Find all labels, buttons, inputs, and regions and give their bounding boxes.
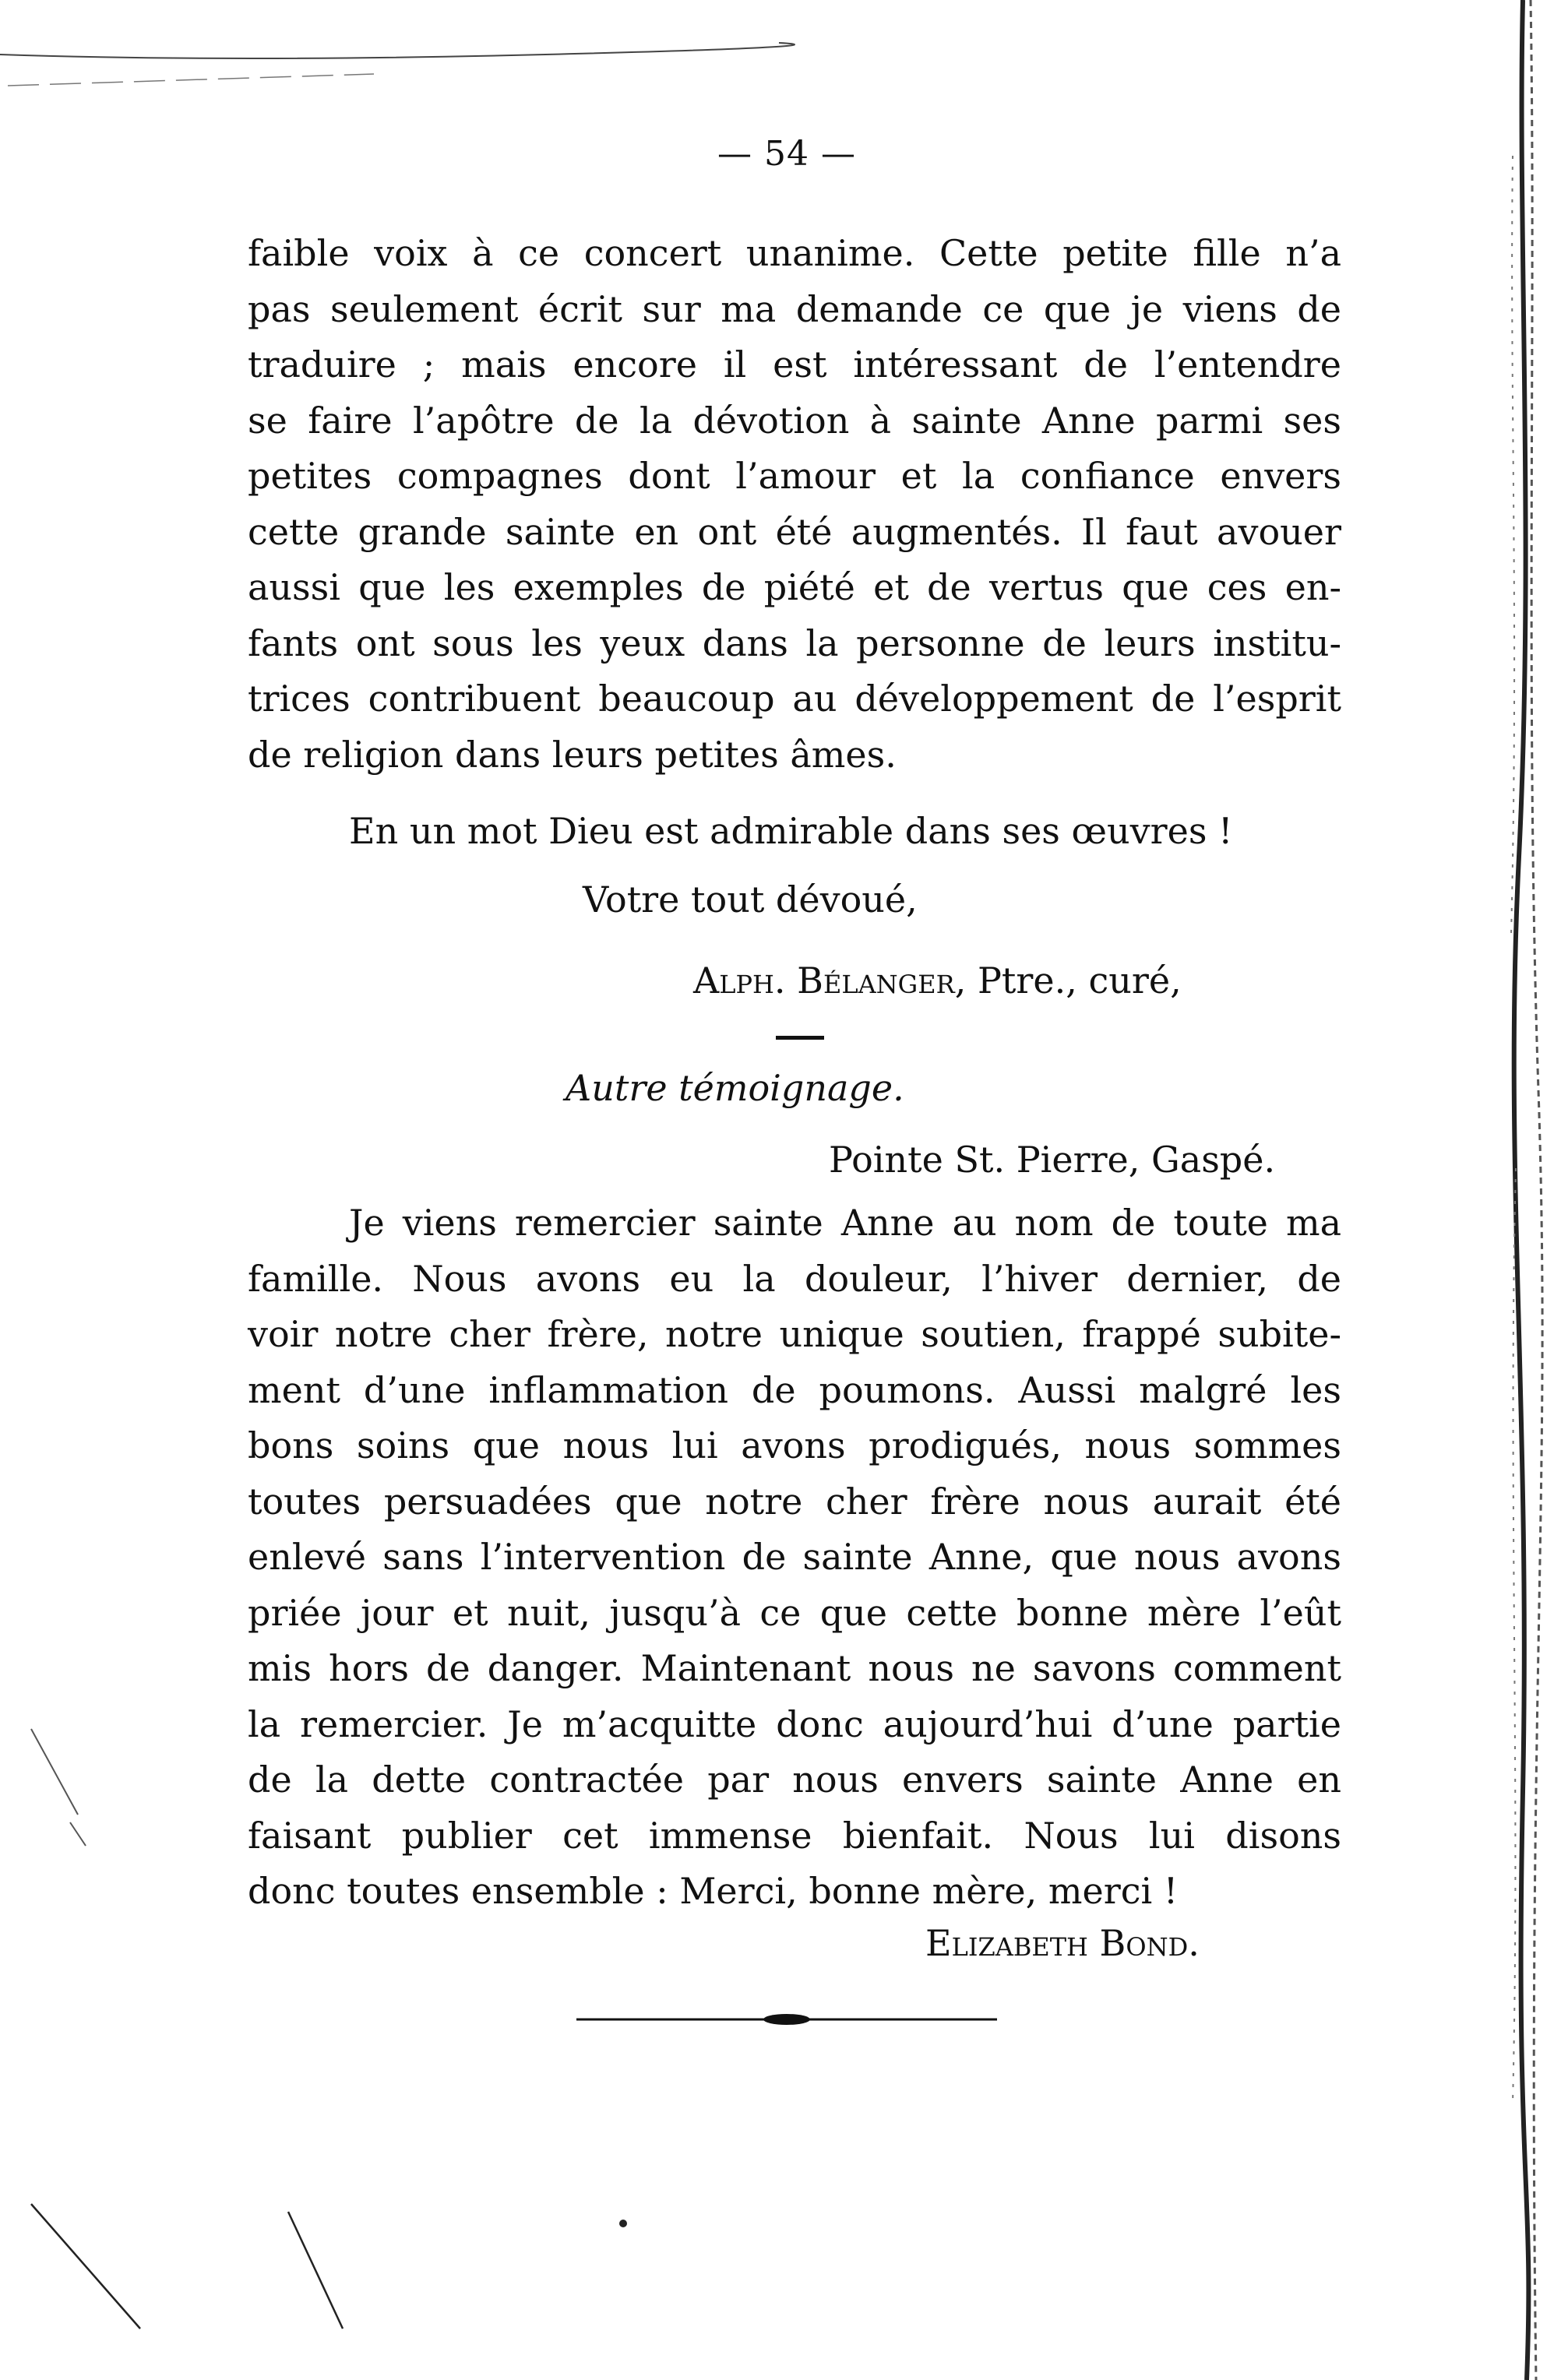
text-line: de la dette contractée par nous envers sainte Anne en [248,1759,1341,1801]
text-line: se faire l’apôtre de la dévotion à sainte Anne parmi ses [248,399,1341,442]
text-line: enlevé sans l’intervention de sainte Anne, que nous avons [248,1536,1341,1578]
text-line: aussi que les exemples de piété et de vertus que ces en- [248,566,1341,608]
text-line: trices contribuent beaucoup au développement de l’esprit [248,678,1341,720]
text-line: donc toutes ensemble : Merci, bonne mère, merci ! [248,1870,1179,1912]
section-heading: Autre témoignage. [566,1067,904,1109]
signature-name: Alph. Bélanger [693,959,955,1002]
letter-location: Pointe St. Pierre, Gaspé. [829,1139,1276,1181]
end-ornament [576,2008,997,2031]
testimony-paragraph [248,1195,1341,1920]
text-line: cette grande sainte en ont été augmentés. Il faut avouer [248,510,1341,553]
signature-title: , Ptre., curé, [954,959,1182,1002]
text-line: la remercier. Je m’acquitte donc aujourd’hui d’une partie [248,1702,1341,1745]
text-line: petites compagnes dont l’amour et la confiance envers [248,455,1341,497]
text-line: faible voix à ce concert unanime. Cette petite fille n’a [248,232,1341,274]
section-divider [776,1036,824,1040]
signature-belanger [693,959,1182,1002]
text-line: de religion dans leurs petites âmes. [248,733,897,776]
text-line: mis hors de danger. Maintenant nous ne savons comment [248,1647,1341,1689]
text-line: Je viens remercier sainte Anne au nom de toute ma [349,1202,1341,1244]
paragraph-exclamation: En un mot Dieu est admirable dans ses œuvres ! [349,810,1233,852]
text-line: fants ont sous les yeux dans la personne de leurs institu- [248,621,1341,664]
text-line: priée jour et nuit, jusqu’à ce que cette bonne mère l’eût [248,1591,1341,1634]
text-line: famille. Nous avons eu la douleur, l’hiver dernier, de [248,1257,1341,1300]
text-line: ment d’une inflammation de poumons. Aussi malgré les [248,1368,1341,1411]
text-line: voir notre cher frère, notre unique soutien, frappé subite- [248,1313,1341,1355]
signature-bond: Elizabeth Bond. [925,1922,1200,1964]
text-line: toutes persuadées que notre cher frère nous aurait été [248,1480,1341,1523]
page-number: — 54 — [717,134,856,174]
closing-salutation: Votre tout dévoué, [583,878,918,921]
text-line: traduire ; mais encore il est intéressant de l’entendre [248,343,1341,386]
text-line: faisant publier cet immense bienfait. Nous lui disons [248,1814,1341,1857]
paragraph-continuation [248,226,1341,783]
text-line: bons soins que nous lui avons prodigués, nous sommes [248,1424,1341,1466]
text-line: pas seulement écrit sur ma demande ce que je viens de [248,287,1341,330]
